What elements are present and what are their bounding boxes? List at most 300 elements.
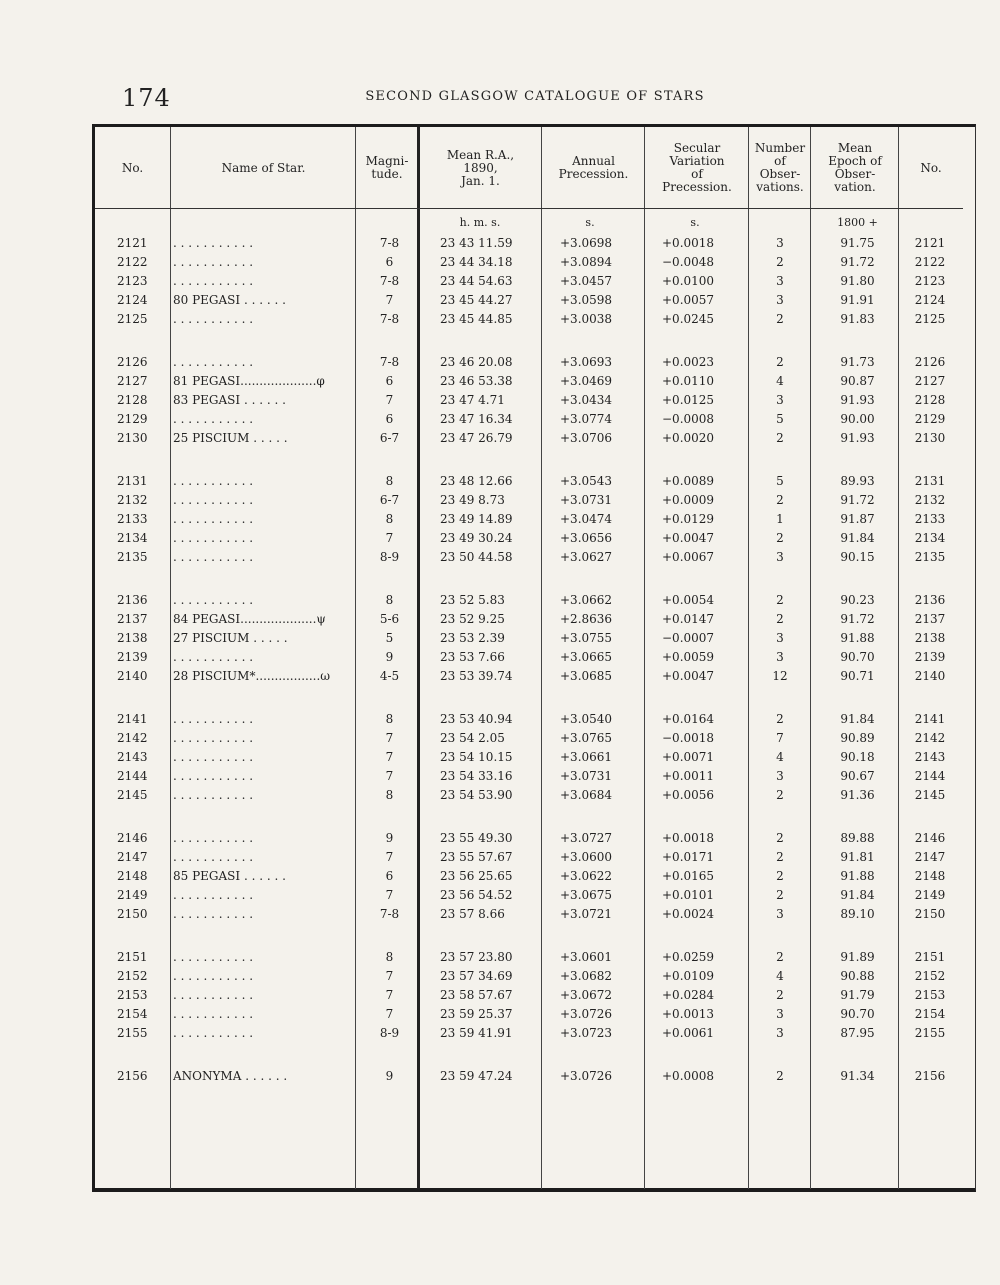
mean-ra: 23 49 8.73 xyxy=(440,493,505,507)
mean-ra: 23 47 26.79 xyxy=(440,431,513,445)
star-number-right: 2155 xyxy=(914,1026,946,1040)
star-number: 2128 xyxy=(117,393,148,407)
secular-variation: +0.0057 xyxy=(662,293,715,307)
magnitude: 7-8 xyxy=(379,355,400,369)
star-number-right: 2144 xyxy=(914,769,946,783)
number-of-observations: 3 xyxy=(776,393,784,407)
star-number-right: 2142 xyxy=(914,731,946,745)
magnitude: 6-7 xyxy=(379,493,400,507)
secular-variation: +0.0059 xyxy=(662,650,715,664)
magnitude: 6 xyxy=(385,255,394,269)
annual-precession: +3.0662 xyxy=(560,593,613,607)
mean-ra: 23 54 10.15 xyxy=(440,750,513,764)
number-of-observations: 3 xyxy=(776,769,784,783)
header-no: No. xyxy=(121,160,144,175)
mean-epoch: 91.72 xyxy=(840,612,875,626)
number-of-observations: 2 xyxy=(776,988,784,1002)
secular-variation: +0.0061 xyxy=(662,1026,715,1040)
star-number: 2146 xyxy=(117,831,148,845)
mean-epoch: 90.70 xyxy=(840,1007,875,1021)
secular-variation: +0.0284 xyxy=(662,988,715,1002)
magnitude: 6-7 xyxy=(379,431,400,445)
annual-precession: +3.0543 xyxy=(560,474,613,488)
mean-ra: 23 53 2.39 xyxy=(440,631,505,645)
star-name: . . . . . . . . . . . xyxy=(173,236,254,250)
secular-variation: +0.0008 xyxy=(662,1069,715,1083)
star-number: 2147 xyxy=(117,850,148,864)
magnitude: 7-8 xyxy=(379,274,400,288)
number-of-observations: 3 xyxy=(776,274,784,288)
annual-precession: +3.0706 xyxy=(560,431,613,445)
secular-variation: +0.0259 xyxy=(662,950,715,964)
star-name: . . . . . . . . . . . xyxy=(173,788,254,802)
number-of-observations: 1 xyxy=(776,512,784,526)
number-of-observations: 3 xyxy=(776,550,784,564)
secular-variation: +0.0024 xyxy=(662,907,715,921)
mean-epoch: 91.84 xyxy=(840,531,875,545)
header-number-of-observations: Number of Obser- vations. xyxy=(754,141,806,194)
mean-ra: 23 57 8.66 xyxy=(440,907,505,921)
number-of-observations: 2 xyxy=(776,255,784,269)
star-name: . . . . . . . . . . . xyxy=(173,988,254,1002)
mean-epoch: 89.10 xyxy=(840,907,875,921)
star-number: 2129 xyxy=(117,412,148,426)
star-number: 2127 xyxy=(117,374,148,388)
mean-epoch: 91.79 xyxy=(840,988,875,1002)
secular-variation: +0.0100 xyxy=(662,274,715,288)
annual-precession: +3.0684 xyxy=(560,788,613,802)
mean-epoch: 90.71 xyxy=(840,669,875,683)
star-number: 2140 xyxy=(117,669,148,683)
magnitude: 8-9 xyxy=(379,550,400,564)
header-mean-ra: Mean R.A., 1890, Jan. 1. xyxy=(446,147,515,188)
mean-ra: 23 46 53.38 xyxy=(440,374,513,388)
annual-precession: +2.8636 xyxy=(560,612,613,626)
secular-variation: +0.0047 xyxy=(662,669,715,683)
mean-epoch: 90.87 xyxy=(840,374,875,388)
mean-ra: 23 59 41.91 xyxy=(440,1026,513,1040)
star-number: 2132 xyxy=(117,493,148,507)
secular-variation: +0.0054 xyxy=(662,593,715,607)
number-of-observations: 3 xyxy=(776,1026,784,1040)
header-magnitude: Magni- tude. xyxy=(365,154,409,181)
star-name: . . . . . . . . . . . xyxy=(173,531,254,545)
magnitude: 8 xyxy=(385,712,394,726)
annual-precession: +3.0731 xyxy=(560,769,613,783)
number-of-observations: 12 xyxy=(772,669,788,683)
star-name: 28 PISCIUM*.................ω xyxy=(173,669,331,683)
star-number-right: 2153 xyxy=(914,988,946,1002)
star-number: 2137 xyxy=(117,612,148,626)
star-number: 2154 xyxy=(117,1007,148,1021)
star-name: . . . . . . . . . . . xyxy=(173,493,254,507)
star-name: . . . . . . . . . . . xyxy=(173,850,254,864)
star-number: 2136 xyxy=(117,593,148,607)
star-number-right: 2136 xyxy=(914,593,946,607)
column-divider xyxy=(898,127,899,1189)
secular-variation: +0.0056 xyxy=(662,788,715,802)
magnitude: 6 xyxy=(385,374,394,388)
mean-epoch: 90.00 xyxy=(840,412,875,426)
magnitude: 8 xyxy=(385,512,394,526)
star-name: . . . . . . . . . . . xyxy=(173,650,254,664)
mean-epoch: 90.67 xyxy=(840,769,875,783)
star-number-right: 2123 xyxy=(914,274,946,288)
mean-epoch: 91.88 xyxy=(840,869,875,883)
star-number-right: 2147 xyxy=(914,850,946,864)
secular-variation: +0.0067 xyxy=(662,550,715,564)
star-number-right: 2145 xyxy=(914,788,946,802)
star-number-right: 2132 xyxy=(914,493,946,507)
number-of-observations: 3 xyxy=(776,631,784,645)
mean-ra: 23 54 2.05 xyxy=(440,731,505,745)
header-rule xyxy=(95,208,963,209)
secular-variation: +0.0171 xyxy=(662,850,715,864)
mean-epoch: 91.93 xyxy=(840,431,875,445)
annual-precession: +3.0682 xyxy=(560,969,613,983)
star-number: 2155 xyxy=(117,1026,148,1040)
star-number: 2143 xyxy=(117,750,148,764)
secular-variation: +0.0013 xyxy=(662,1007,715,1021)
number-of-observations: 5 xyxy=(776,474,784,488)
number-of-observations: 5 xyxy=(776,412,784,426)
mean-epoch: 89.88 xyxy=(840,831,875,845)
star-number: 2133 xyxy=(117,512,148,526)
number-of-observations: 2 xyxy=(776,950,784,964)
star-number-right: 2141 xyxy=(914,712,946,726)
number-of-observations: 4 xyxy=(776,750,784,764)
mean-ra: 23 54 33.16 xyxy=(440,769,513,783)
secular-variation: +0.0164 xyxy=(662,712,715,726)
annual-precession: +3.0598 xyxy=(560,293,613,307)
mean-epoch: 91.83 xyxy=(840,312,875,326)
annual-precession: +3.0038 xyxy=(560,312,613,326)
header-no-right: No. xyxy=(920,160,942,175)
mean-epoch: 91.88 xyxy=(840,631,875,645)
star-number-right: 2149 xyxy=(914,888,946,902)
annual-precession: +3.0540 xyxy=(560,712,613,726)
mean-epoch: 91.89 xyxy=(840,950,875,964)
star-number: 2125 xyxy=(117,312,148,326)
annual-precession: +3.0698 xyxy=(560,236,613,250)
column-divider xyxy=(417,127,420,1189)
star-number: 2130 xyxy=(117,431,148,445)
star-number: 2152 xyxy=(117,969,148,983)
star-name: . . . . . . . . . . . xyxy=(173,907,254,921)
mean-epoch: 90.18 xyxy=(840,750,875,764)
magnitude: 5-6 xyxy=(379,612,400,626)
star-name: . . . . . . . . . . . xyxy=(173,888,254,902)
annual-precession: +3.0457 xyxy=(560,274,613,288)
secular-variation: +0.0245 xyxy=(662,312,715,326)
annual-precession: +3.0469 xyxy=(560,374,613,388)
magnitude: 7 xyxy=(385,1007,394,1021)
secular-variation: −0.0048 xyxy=(662,255,715,269)
secular-variation: +0.0165 xyxy=(662,869,715,883)
annual-precession: +3.0721 xyxy=(560,907,613,921)
column-divider xyxy=(810,127,811,1189)
secular-variation: +0.0147 xyxy=(662,612,715,626)
mean-epoch: 90.89 xyxy=(840,731,875,745)
unit-precession: s. xyxy=(585,216,595,229)
star-name: . . . . . . . . . . . xyxy=(173,969,254,983)
star-number-right: 2150 xyxy=(914,907,946,921)
star-number-right: 2148 xyxy=(914,869,946,883)
number-of-observations: 3 xyxy=(776,1007,784,1021)
star-number: 2123 xyxy=(117,274,148,288)
mean-ra: 23 46 20.08 xyxy=(440,355,513,369)
number-of-observations: 2 xyxy=(776,493,784,507)
mean-epoch: 91.81 xyxy=(840,850,875,864)
number-of-observations: 2 xyxy=(776,831,784,845)
mean-ra: 23 56 54.52 xyxy=(440,888,513,902)
secular-variation: +0.0109 xyxy=(662,969,715,983)
number-of-observations: 7 xyxy=(776,731,784,745)
star-number-right: 2143 xyxy=(914,750,946,764)
header-name: Name of Star. xyxy=(221,160,306,175)
magnitude: 9 xyxy=(385,650,394,664)
magnitude: 6 xyxy=(385,869,394,883)
annual-precession: +3.0726 xyxy=(560,1069,613,1083)
star-number: 2148 xyxy=(117,869,148,883)
star-number-right: 2152 xyxy=(914,969,946,983)
magnitude: 7-8 xyxy=(379,236,400,250)
annual-precession: +3.0731 xyxy=(560,493,613,507)
magnitude: 7 xyxy=(385,969,394,983)
magnitude: 7 xyxy=(385,750,394,764)
secular-variation: +0.0047 xyxy=(662,531,715,545)
mean-ra: 23 47 16.34 xyxy=(440,412,513,426)
number-of-observations: 3 xyxy=(776,293,784,307)
mean-epoch: 91.73 xyxy=(840,355,875,369)
annual-precession: +3.0723 xyxy=(560,1026,613,1040)
annual-precession: +3.0727 xyxy=(560,831,613,845)
number-of-observations: 3 xyxy=(776,236,784,250)
star-number: 2124 xyxy=(117,293,148,307)
mean-ra: 23 53 7.66 xyxy=(440,650,505,664)
header-annual-precession: Annual Precession. xyxy=(558,154,629,181)
annual-precession: +3.0726 xyxy=(560,1007,613,1021)
secular-variation: −0.0008 xyxy=(662,412,715,426)
star-number-right: 2126 xyxy=(914,355,946,369)
star-number: 2134 xyxy=(117,531,148,545)
annual-precession: +3.0601 xyxy=(560,950,613,964)
magnitude: 7-8 xyxy=(379,312,400,326)
star-number-right: 2137 xyxy=(914,612,946,626)
star-name: . . . . . . . . . . . xyxy=(173,950,254,964)
column-divider xyxy=(748,127,749,1189)
annual-precession: +3.0675 xyxy=(560,888,613,902)
star-number: 2122 xyxy=(117,255,148,269)
mean-ra: 23 44 34.18 xyxy=(440,255,513,269)
star-number: 2131 xyxy=(117,474,148,488)
star-number-right: 2131 xyxy=(914,474,946,488)
annual-precession: +3.0765 xyxy=(560,731,613,745)
annual-precession: +3.0474 xyxy=(560,512,613,526)
mean-ra: 23 55 57.67 xyxy=(440,850,513,864)
mean-epoch: 91.84 xyxy=(840,888,875,902)
mean-ra: 23 59 47.24 xyxy=(440,1069,513,1083)
mean-ra: 23 54 53.90 xyxy=(440,788,513,802)
annual-precession: +3.0600 xyxy=(560,850,613,864)
secular-variation: +0.0018 xyxy=(662,236,715,250)
star-number-right: 2156 xyxy=(914,1069,946,1083)
star-number-right: 2154 xyxy=(914,1007,946,1021)
mean-epoch: 90.88 xyxy=(840,969,875,983)
secular-variation: +0.0018 xyxy=(662,831,715,845)
mean-ra: 23 55 49.30 xyxy=(440,831,513,845)
mean-epoch: 90.15 xyxy=(840,550,875,564)
magnitude: 7 xyxy=(385,850,394,864)
star-number-right: 2121 xyxy=(914,236,946,250)
secular-variation: +0.0009 xyxy=(662,493,715,507)
magnitude: 5 xyxy=(385,631,394,645)
mean-epoch: 91.75 xyxy=(840,236,875,250)
star-number: 2149 xyxy=(117,888,148,902)
number-of-observations: 2 xyxy=(776,531,784,545)
star-number-right: 2138 xyxy=(914,631,946,645)
mean-epoch: 91.72 xyxy=(840,493,875,507)
star-name: 27 PISCIUM . . . . . xyxy=(173,631,288,645)
star-number-right: 2127 xyxy=(914,374,946,388)
header-mean-epoch: Mean Epoch of Obser- vation. xyxy=(828,141,882,194)
star-name: . . . . . . . . . . . xyxy=(173,550,254,564)
star-number: 2121 xyxy=(117,236,148,250)
mean-ra: 23 48 12.66 xyxy=(440,474,513,488)
magnitude: 4-5 xyxy=(379,669,400,683)
secular-variation: +0.0071 xyxy=(662,750,715,764)
magnitude: 9 xyxy=(385,1069,394,1083)
magnitude: 8 xyxy=(385,788,394,802)
star-name: . . . . . . . . . . . xyxy=(173,412,254,426)
mean-epoch: 91.34 xyxy=(840,1069,875,1083)
star-number: 2150 xyxy=(117,907,148,921)
column-divider xyxy=(170,127,171,1189)
star-number-right: 2140 xyxy=(914,669,946,683)
secular-variation: +0.0023 xyxy=(662,355,715,369)
star-name: 83 PEGASI . . . . . . xyxy=(173,393,286,407)
magnitude: 7 xyxy=(385,888,394,902)
column-divider xyxy=(644,127,645,1189)
magnitude: 8 xyxy=(385,950,394,964)
mean-ra: 23 49 14.89 xyxy=(440,512,513,526)
star-number-right: 2134 xyxy=(914,531,946,545)
star-name: 80 PEGASI . . . . . . xyxy=(173,293,286,307)
mean-ra: 23 50 44.58 xyxy=(440,550,513,564)
annual-precession: +3.0685 xyxy=(560,669,613,683)
number-of-observations: 4 xyxy=(776,969,784,983)
number-of-observations: 2 xyxy=(776,355,784,369)
star-name: . . . . . . . . . . . xyxy=(173,750,254,764)
mean-epoch: 90.70 xyxy=(840,650,875,664)
mean-ra: 23 52 9.25 xyxy=(440,612,505,626)
star-name: 25 PISCIUM . . . . . xyxy=(173,431,288,445)
mean-ra: 23 57 34.69 xyxy=(440,969,513,983)
star-name: 81 PEGASI....................φ xyxy=(173,374,325,388)
number-of-observations: 2 xyxy=(776,593,784,607)
star-number: 2144 xyxy=(117,769,148,783)
star-number: 2126 xyxy=(117,355,148,369)
star-name: . . . . . . . . . . . xyxy=(173,712,254,726)
magnitude: 9 xyxy=(385,831,394,845)
magnitude: 8 xyxy=(385,593,394,607)
star-number-right: 2135 xyxy=(914,550,946,564)
star-name: . . . . . . . . . . . xyxy=(173,831,254,845)
star-number-right: 2122 xyxy=(914,255,946,269)
magnitude: 7 xyxy=(385,988,394,1002)
mean-ra: 23 49 30.24 xyxy=(440,531,513,545)
magnitude: 7 xyxy=(385,393,394,407)
star-number-right: 2124 xyxy=(914,293,946,307)
star-name: 84 PEGASI....................ψ xyxy=(173,612,326,626)
star-number: 2153 xyxy=(117,988,148,1002)
page-number: 174 xyxy=(122,84,171,112)
secular-variation: +0.0011 xyxy=(662,769,715,783)
star-number-right: 2125 xyxy=(914,312,946,326)
secular-variation: +0.0129 xyxy=(662,512,715,526)
magnitude: 6 xyxy=(385,412,394,426)
annual-precession: +3.0656 xyxy=(560,531,613,545)
secular-variation: +0.0089 xyxy=(662,474,715,488)
mean-ra: 23 58 57.67 xyxy=(440,988,513,1002)
secular-variation: +0.0110 xyxy=(662,374,715,388)
unit-epoch: 1800 + xyxy=(837,216,878,229)
number-of-observations: 2 xyxy=(776,431,784,445)
star-number: 2145 xyxy=(117,788,148,802)
mean-epoch: 91.93 xyxy=(840,393,875,407)
secular-variation: −0.0007 xyxy=(662,631,715,645)
mean-ra: 23 56 25.65 xyxy=(440,869,513,883)
star-number-right: 2146 xyxy=(914,831,946,845)
annual-precession: +3.0622 xyxy=(560,869,613,883)
annual-precession: +3.0693 xyxy=(560,355,613,369)
star-name: . . . . . . . . . . . xyxy=(173,1026,254,1040)
number-of-observations: 2 xyxy=(776,788,784,802)
star-number-right: 2151 xyxy=(914,950,946,964)
star-name: . . . . . . . . . . . xyxy=(173,769,254,783)
annual-precession: +3.0774 xyxy=(560,412,613,426)
mean-epoch: 91.87 xyxy=(840,512,875,526)
number-of-observations: 2 xyxy=(776,850,784,864)
magnitude: 7 xyxy=(385,731,394,745)
star-name: 85 PEGASI . . . . . . xyxy=(173,869,286,883)
annual-precession: +3.0434 xyxy=(560,393,613,407)
mean-ra: 23 57 23.80 xyxy=(440,950,513,964)
mean-epoch: 87.95 xyxy=(840,1026,875,1040)
star-name: . . . . . . . . . . . xyxy=(173,731,254,745)
number-of-observations: 2 xyxy=(776,888,784,902)
star-number: 2151 xyxy=(117,950,148,964)
mean-epoch: 91.72 xyxy=(840,255,875,269)
star-name: . . . . . . . . . . . xyxy=(173,512,254,526)
magnitude: 7 xyxy=(385,531,394,545)
star-number-right: 2129 xyxy=(914,412,946,426)
number-of-observations: 2 xyxy=(776,1069,784,1083)
magnitude: 8-9 xyxy=(379,1026,400,1040)
secular-variation: +0.0020 xyxy=(662,431,715,445)
annual-precession: +3.0755 xyxy=(560,631,613,645)
number-of-observations: 2 xyxy=(776,869,784,883)
mean-ra: 23 53 39.74 xyxy=(440,669,513,683)
mean-ra: 23 45 44.27 xyxy=(440,293,513,307)
magnitude: 7 xyxy=(385,769,394,783)
mean-epoch: 90.23 xyxy=(840,593,875,607)
secular-variation: −0.0018 xyxy=(662,731,715,745)
star-number-right: 2139 xyxy=(914,650,946,664)
star-name: ANONYMA . . . . . . xyxy=(173,1069,288,1083)
number-of-observations: 3 xyxy=(776,650,784,664)
star-number: 2138 xyxy=(117,631,148,645)
